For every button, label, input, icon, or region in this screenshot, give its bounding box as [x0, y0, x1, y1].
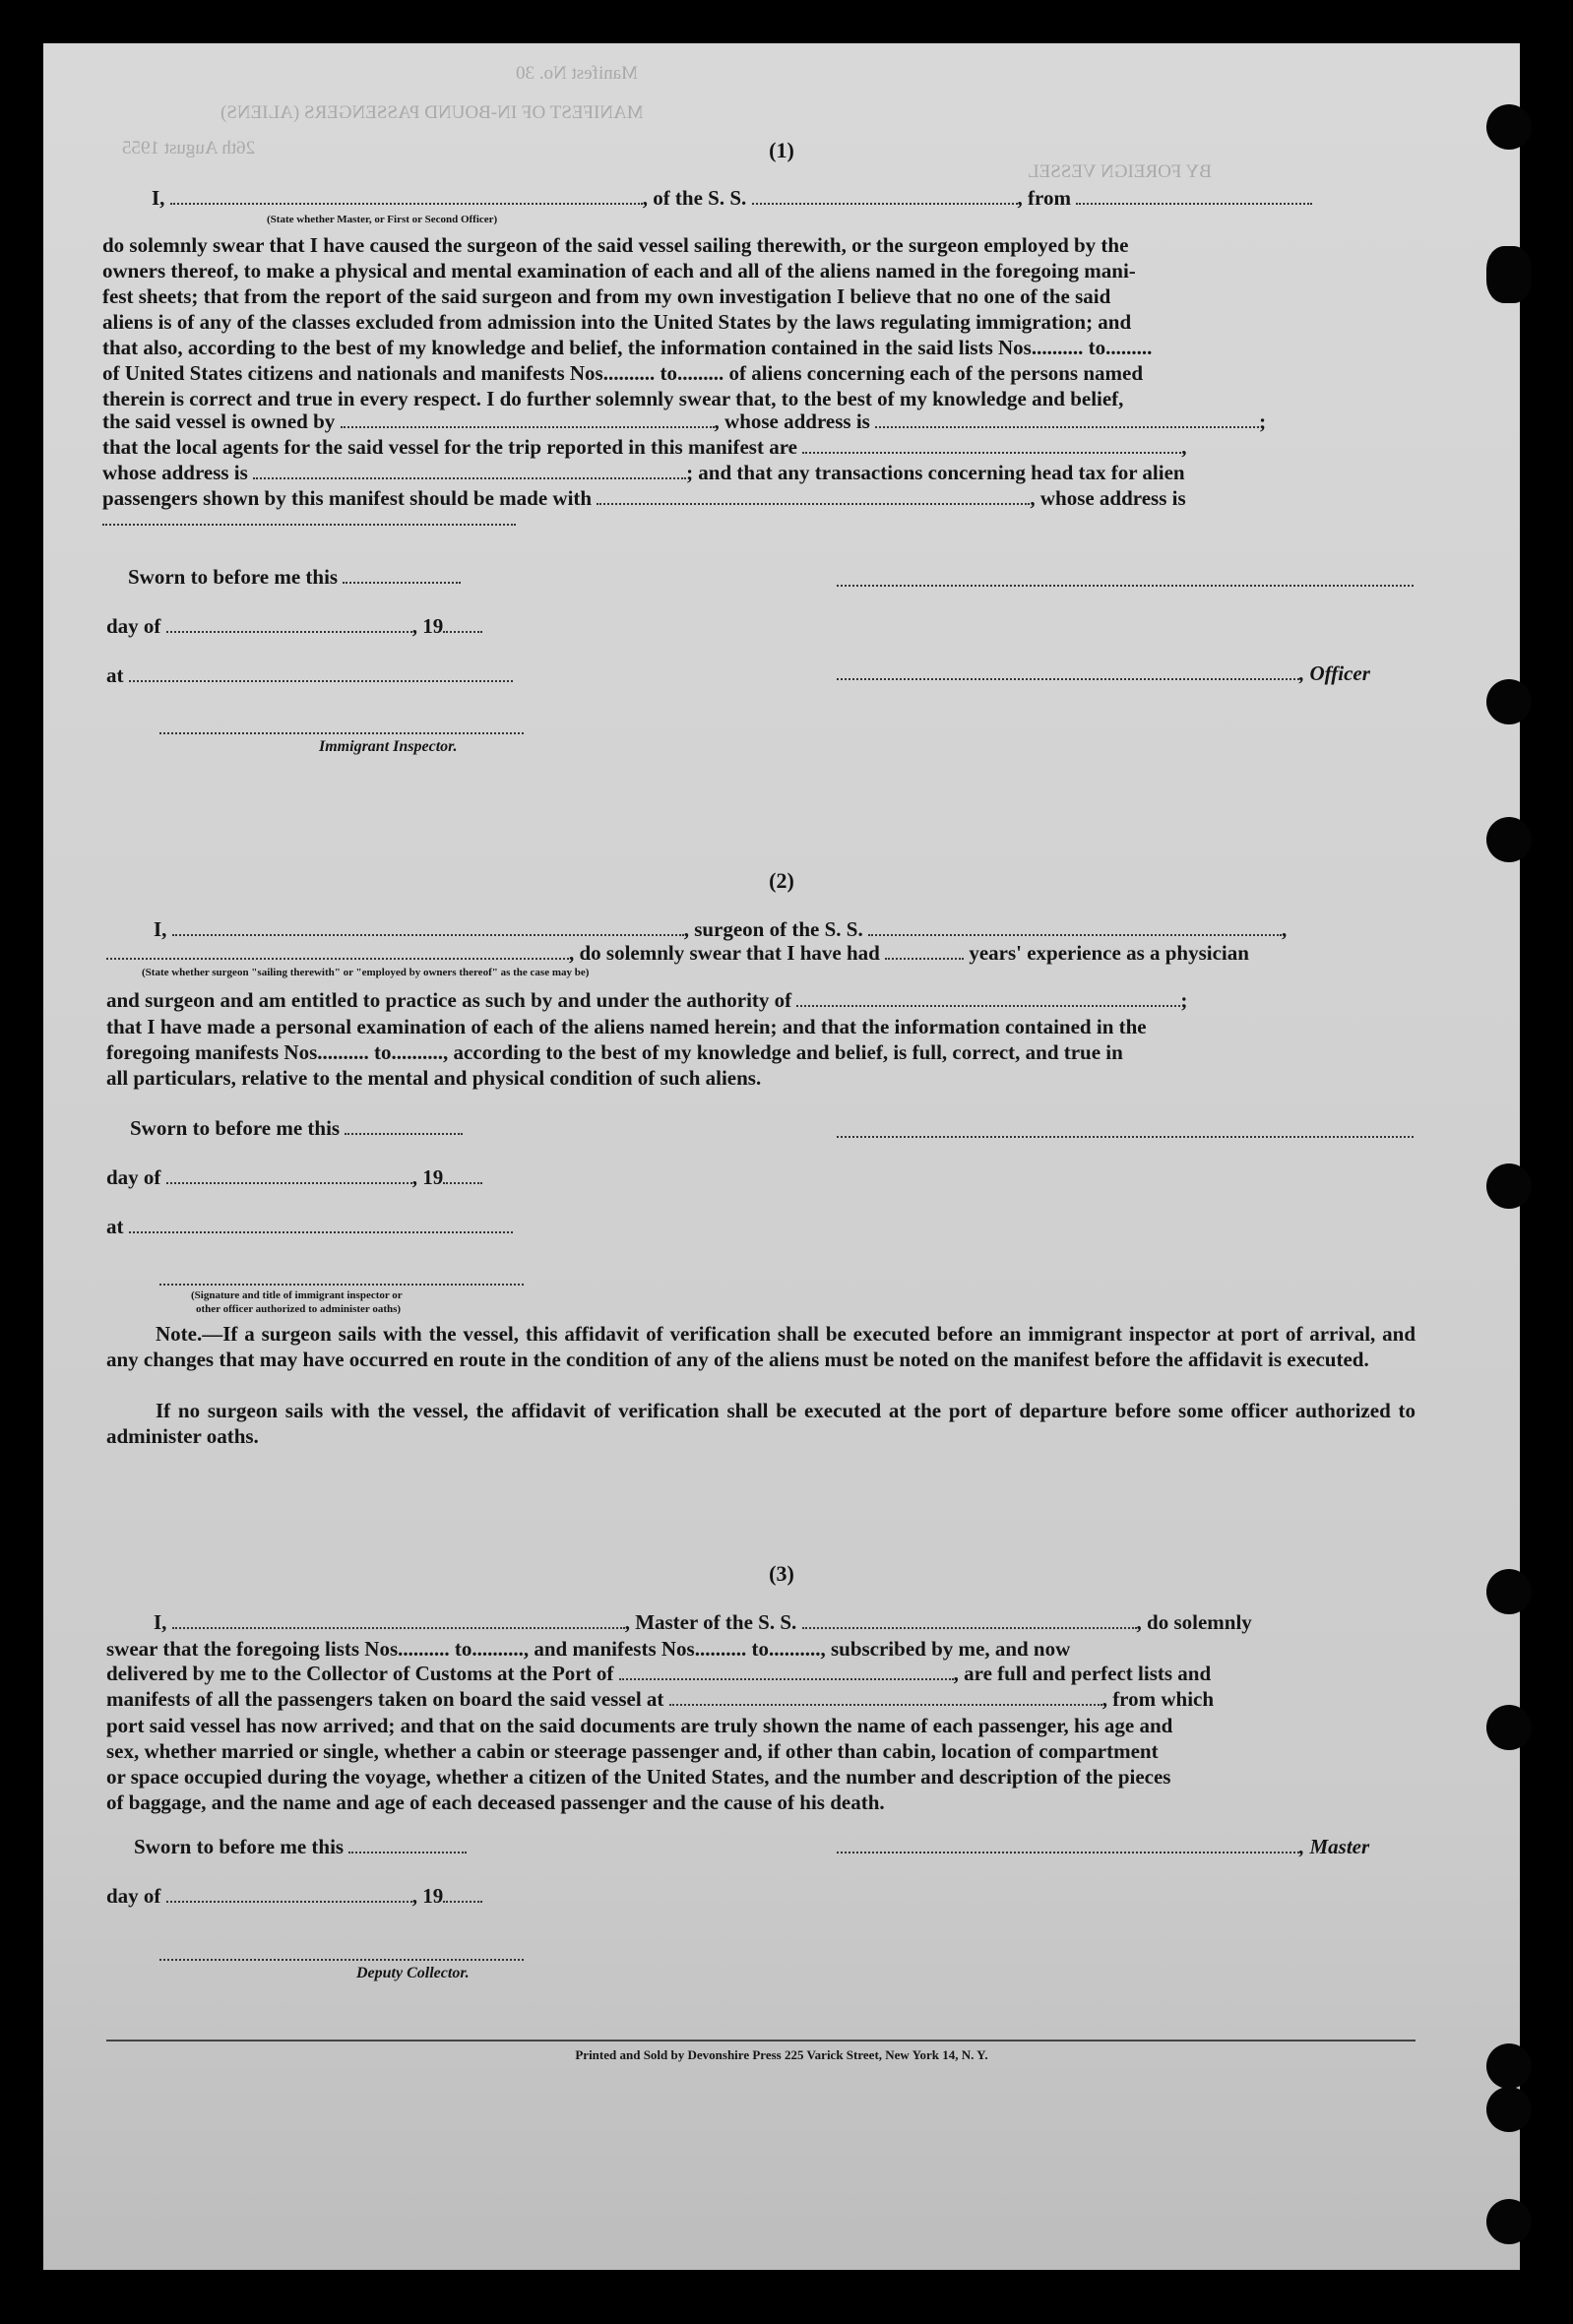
body-line: that also, according to the best of my knowledge and belief, the information contained in the said lists Nos.......... to......... [102, 336, 1153, 359]
label: at [106, 1215, 124, 1238]
label: Sworn to before me this [134, 1835, 345, 1858]
body-line: that I have made a personal examination of each of the aliens named herein; and that the information contained in the [106, 1015, 1147, 1038]
deputy-caption: Deputy Collector. [356, 1965, 470, 1981]
punch-hole-icon [1486, 817, 1532, 862]
address-blank [875, 411, 1259, 428]
experience-line [106, 941, 1249, 966]
address-blank [253, 463, 686, 479]
label: ; and that any transactions concerning head tax for alien [686, 461, 1185, 484]
label: , of the S. S. [642, 186, 747, 210]
day-line [106, 1884, 482, 1909]
sworn-line [134, 1835, 467, 1859]
year-blank [443, 616, 482, 633]
sworn-line [130, 1116, 463, 1141]
label: at [106, 663, 124, 687]
place-blank [129, 1217, 513, 1233]
punch-hole-icon [1486, 1705, 1532, 1750]
punch-hole-icon [1486, 2199, 1532, 2244]
ghost-text: MANIFEST OF IN-BOUND PASSENGERS (ALIENS) [220, 102, 644, 123]
vessel-blank [868, 919, 1282, 936]
at-line [106, 1215, 513, 1239]
punch-hole-icon [1486, 246, 1532, 303]
ghost-text: 26th August 1955 [122, 138, 256, 158]
day-blank [166, 1167, 412, 1184]
punch-hole-icon [1486, 1163, 1532, 1209]
label: , Master [1299, 1835, 1370, 1858]
day-blank [166, 616, 412, 633]
sworn-line [128, 565, 461, 590]
label: delivered by me to the Collector of Customs at the Port of [106, 1662, 614, 1685]
sworn-blank [343, 567, 461, 584]
label: manifests of all the passengers taken on board the said vessel at [106, 1687, 664, 1711]
body-line: do solemnly swear that I have caused the surgeon of the said vessel sailing therewith, or the surgeon employed by the [102, 233, 1129, 257]
section-1-body [102, 232, 1412, 411]
label: and surgeon and am entitled to practice as such by and under the authority of [106, 988, 792, 1012]
field-note: (State whether surgeon "sailing therewith" or "employed by owners thereof" as the case may be) [142, 967, 590, 978]
body-line: sex, whether married or single, whether a cabin or steerage passenger and, if other than cabin, location of compartment [106, 1739, 1159, 1763]
signature-blank [837, 585, 1414, 587]
agents-line: that the local agents for the said vessel for the trip reported in this manifest are , [102, 435, 1187, 459]
owner-blank [341, 411, 715, 428]
master-line [837, 1835, 1369, 1859]
body-line: all particulars, relative to the mental and physical condition of such aliens. [106, 1066, 762, 1090]
port-blank [1076, 188, 1312, 205]
section-1-heading: (1) [769, 138, 794, 162]
vessel-blank [802, 1612, 1137, 1629]
label: day of [106, 614, 161, 638]
surgeon-name-blank [172, 919, 684, 936]
surgeon-type-blank [106, 943, 569, 960]
label: , do solemnly [1136, 1610, 1252, 1634]
label: , surgeon of the S. S. [683, 917, 863, 941]
label: , whose address is [1030, 486, 1186, 510]
day-line [106, 614, 482, 639]
body-line: port said vessel has now arrived; and that on the said documents are truly shown the name of each passenger, his age and [106, 1714, 1173, 1737]
name-blank [170, 188, 643, 205]
label: day of [106, 1165, 161, 1189]
body-line: swear that the foregoing lists Nos.......... to.........., and manifests Nos.......... to.........., subscribed by me, and now [106, 1637, 1071, 1661]
inspector-caption: Immigrant Inspector. [319, 738, 458, 755]
section-2-heading: (2) [769, 868, 794, 893]
label: Sworn to before me this [130, 1116, 341, 1140]
ghost-text: Manifest No. 30 [516, 63, 639, 84]
section-2-oath-line: I, , surgeon of the S. S. , [154, 917, 1288, 941]
punch-hole-icon [1486, 2087, 1532, 2132]
body-line: of United States citizens and nationals and manifests Nos.......... to......... of aliens concerning each of the persons named [102, 361, 1144, 385]
ghost-text: BY FOREIGN VESSEL [1028, 161, 1212, 182]
footer-rule [106, 2040, 1416, 2041]
label: , Master of the S. S. [624, 1610, 797, 1634]
label: , 19 [411, 1884, 444, 1908]
embark-port-blank [669, 1689, 1102, 1706]
inspector-signature-blank [159, 1284, 524, 1286]
document-page [43, 43, 1520, 2270]
sworn-blank [345, 1118, 463, 1135]
label: , 19 [411, 1165, 444, 1189]
section-3-heading: (3) [769, 1561, 794, 1586]
label: , do solemnly swear that I have had [569, 941, 880, 965]
year-blank [443, 1886, 482, 1903]
day-blank [166, 1886, 412, 1903]
body-line: aliens is of any of the classes excluded from admission into the United States by the laws regulating immigration; and [102, 310, 1132, 334]
party-blank [597, 488, 1030, 505]
officer-line [837, 661, 1370, 686]
label: I, [152, 186, 165, 210]
label: , are full and perfect lists and [953, 1662, 1212, 1685]
signature-blank [837, 1136, 1414, 1138]
body-line: or space occupied during the voyage, whether a citizen of the United States, and the number and description of the pieces [106, 1765, 1171, 1789]
sworn-blank [348, 1837, 467, 1853]
label: , whose address is [714, 409, 870, 433]
body-line: owners thereof, to make a physical and mental examination of each and all of the aliens named in the foregoing mani- [102, 259, 1136, 283]
section-3-body [106, 1636, 1416, 1662]
authority-blank [796, 990, 1180, 1007]
owner-line: the said vessel is owned by , whose address is ; [102, 409, 1267, 433]
years-blank [885, 943, 964, 960]
body-line: of baggage, and the name and age of each deceased passenger and the cause of his death. [106, 1790, 885, 1814]
embark-line [106, 1687, 1214, 1712]
master-name-blank [172, 1612, 625, 1629]
label: passengers shown by this manifest should be made with [102, 486, 593, 510]
label: Sworn to before me this [128, 565, 339, 589]
label: , Officer [1299, 661, 1370, 685]
authority-line: and surgeon and am entitled to practice as such by and under the authority of ; [106, 988, 1188, 1012]
note-paragraph-1: Note.—If a surgeon sails with the vessel, this affidavit of verification shall be executed before an immigrant inspector at port of arrival, and any changes that may have occurred en route in the condition of any of the aliens must be noted on the manifest before the affidavit is executed. [106, 1322, 1416, 1371]
sig-note: (Signature and title of immigrant inspector or [191, 1289, 403, 1301]
note-paragraph-2: If no surgeon sails with the vessel, the affidavit of verification shall be executed at the port of departure before some officer authorized to administer oaths. [106, 1399, 1416, 1448]
vessel-blank [752, 188, 1018, 205]
port-line [106, 1662, 1211, 1686]
label: whose address is [102, 461, 248, 484]
label: years' experience as a physician [969, 941, 1249, 965]
label: day of [106, 1884, 161, 1908]
label: that the local agents for the said vessel for the trip reported in this manifest are [102, 435, 797, 459]
section-3-oath-line [154, 1610, 1252, 1635]
label: I, [154, 917, 167, 941]
master-signature-blank [837, 1837, 1299, 1853]
section-2-body [106, 1014, 1416, 1091]
at-line [106, 663, 513, 688]
section-1-oath-line [152, 186, 1312, 211]
sig-note: other officer authorized to administer oaths) [196, 1303, 402, 1315]
passengers-line [102, 486, 1186, 511]
punch-hole-icon [1486, 679, 1532, 724]
day-line [106, 1165, 482, 1190]
body-line: foregoing manifests Nos.......... to.........., according to the best of my knowledge and belief, is full, correct, and true in [106, 1040, 1123, 1064]
officer-blank [837, 663, 1299, 680]
label: the said vessel is owned by [102, 409, 336, 433]
body-line: fest sheets; that from the report of the said surgeon and from my own investigation I believe that no one of the said [102, 284, 1111, 308]
label: I, [154, 1610, 167, 1634]
label: , from which [1101, 1687, 1215, 1711]
body-line: therein is correct and true in every respect. I do further solemnly swear that, to the best of my knowledge and belief, [102, 387, 1124, 410]
label: , from [1017, 186, 1071, 210]
inspector-signature-blank [159, 732, 524, 734]
head-tax-line [102, 461, 1185, 485]
printer-imprint: Printed and Sold by Devonshire Press 225 Varick Street, New York 14, N. Y. [575, 2047, 988, 2062]
agents-blank [802, 437, 1181, 454]
place-blank [129, 665, 513, 682]
field-note: (State whether Master, or First or Second Officer) [267, 214, 498, 225]
address-blank [102, 524, 516, 526]
section-3-body [106, 1713, 1416, 1815]
port-blank [619, 1664, 954, 1680]
collector-signature-blank [159, 1959, 524, 1961]
label: , 19 [411, 614, 444, 638]
year-blank [443, 1167, 482, 1184]
